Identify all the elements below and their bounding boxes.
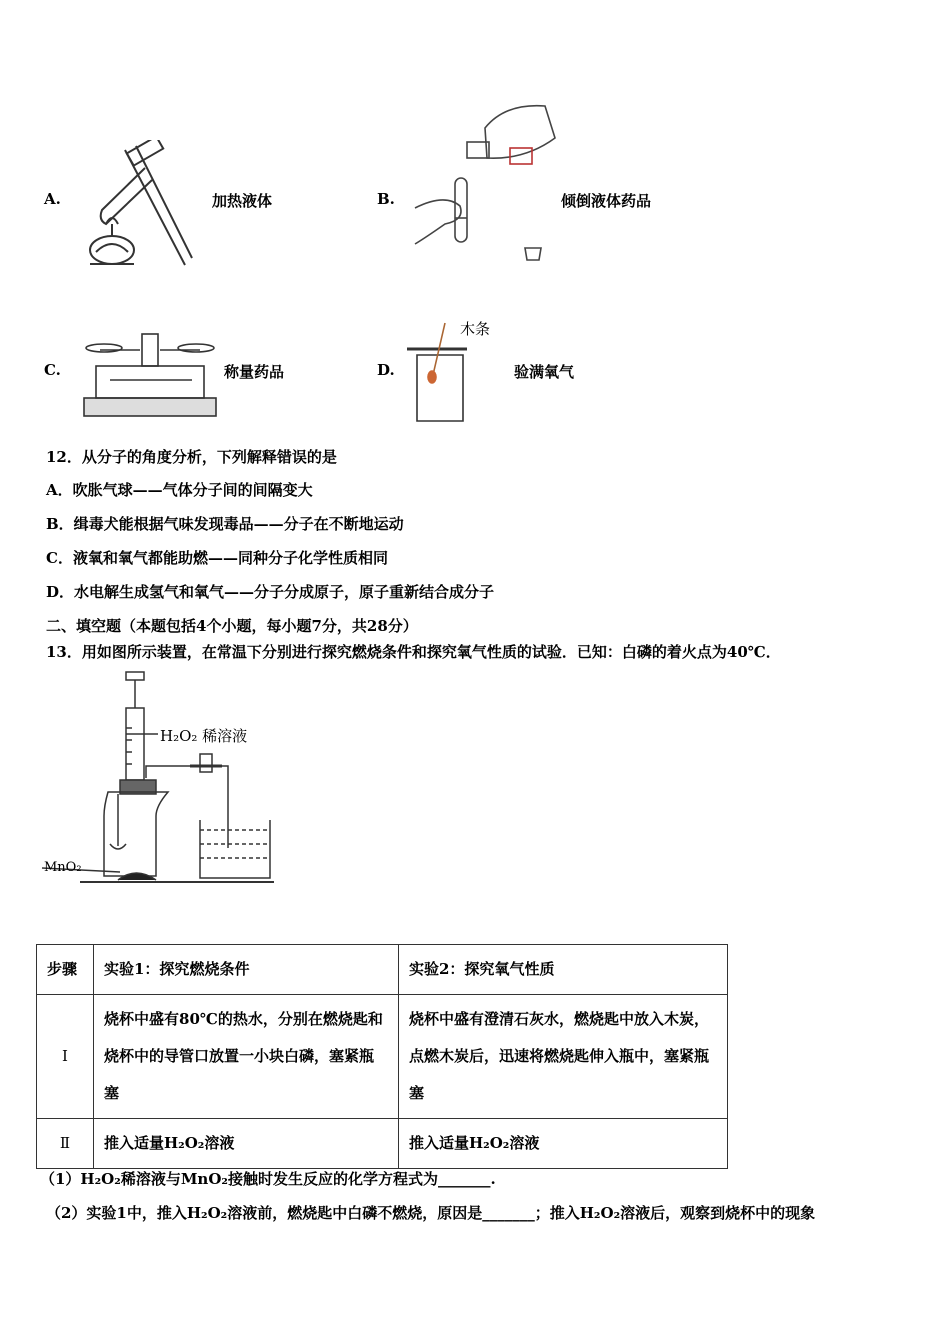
- row2-step: Ⅱ: [37, 1119, 94, 1169]
- option-d-letter: D.: [377, 361, 395, 379]
- apparatus-figure: [40, 668, 280, 890]
- heating-liquid-figure: [70, 140, 200, 275]
- row1-step: Ⅰ: [37, 995, 94, 1119]
- option-a-letter: A.: [44, 190, 61, 208]
- row2-exp1: 推入适量H₂O₂溶液: [94, 1119, 399, 1169]
- header-exp1: 实验1：探究燃烧条件: [94, 945, 399, 995]
- option-c-letter: C.: [44, 361, 61, 379]
- q12-option-b: B．缉毒犬能根据气味发现毒品——分子在不断地运动: [46, 515, 404, 533]
- row1-exp2: 烧杯中盛有澄清石灰水，燃烧匙中放入木炭，点燃木炭后，迅速将燃烧匙伸入瓶中，塞紧瓶塞: [399, 995, 728, 1119]
- mno2-label: MnO₂: [44, 860, 82, 875]
- balance-figure: [80, 330, 220, 422]
- q12-stem: 12．从分子的角度分析，下列解释错误的是: [46, 448, 337, 466]
- header-step: 步骤: [37, 945, 94, 995]
- pour-liquid-figure: [405, 98, 565, 278]
- stick-label: 木条: [460, 320, 491, 338]
- row2-exp2: 推入适量H₂O₂溶液: [399, 1119, 728, 1169]
- section-2-title: 二、填空题（本题包括4个小题，每小题7分，共28分）: [46, 617, 418, 635]
- q12-option-c: C．液氧和氧气都能助燃——同种分子化学性质相同: [46, 549, 388, 567]
- option-d-label: 验满氧气: [514, 363, 575, 381]
- h2o2-label: H₂O₂ 稀溶液: [160, 727, 248, 745]
- sub-question-2: （2）实验1中，推入H₂O₂溶液前，燃烧匙中白磷不燃烧，原因是_______；推入H₂O₂溶液后，观察到烧杯中的现象: [46, 1204, 816, 1222]
- option-c-label: 称量药品: [224, 363, 285, 381]
- row1-exp1: 烧杯中盛有80℃的热水，分别在燃烧匙和烧杯中的导管口放置一小块白磷，塞紧瓶塞: [94, 995, 399, 1119]
- sub-question-1: （1）H₂O₂稀溶液与MnO₂接触时发生反应的化学方程式为_______.: [40, 1170, 496, 1188]
- q12-option-a: A．吹胀气球——气体分子间的间隔变大: [46, 481, 313, 499]
- option-b-letter: B.: [377, 190, 395, 208]
- q13-stem: 13．用如图所示装置，在常温下分别进行探究燃烧条件和探究氧气性质的试验．已知：白磷的着火点为40℃．: [46, 643, 781, 661]
- header-exp2: 实验2：探究氧气性质: [399, 945, 728, 995]
- q12-option-d: D．水电解生成氢气和氧气——分子分成原子，原子重新结合成分子: [46, 583, 495, 601]
- option-b-label: 倾倒液体药品: [561, 192, 652, 210]
- option-a-label: 加热液体: [212, 192, 273, 210]
- experiment-table: [36, 944, 728, 1169]
